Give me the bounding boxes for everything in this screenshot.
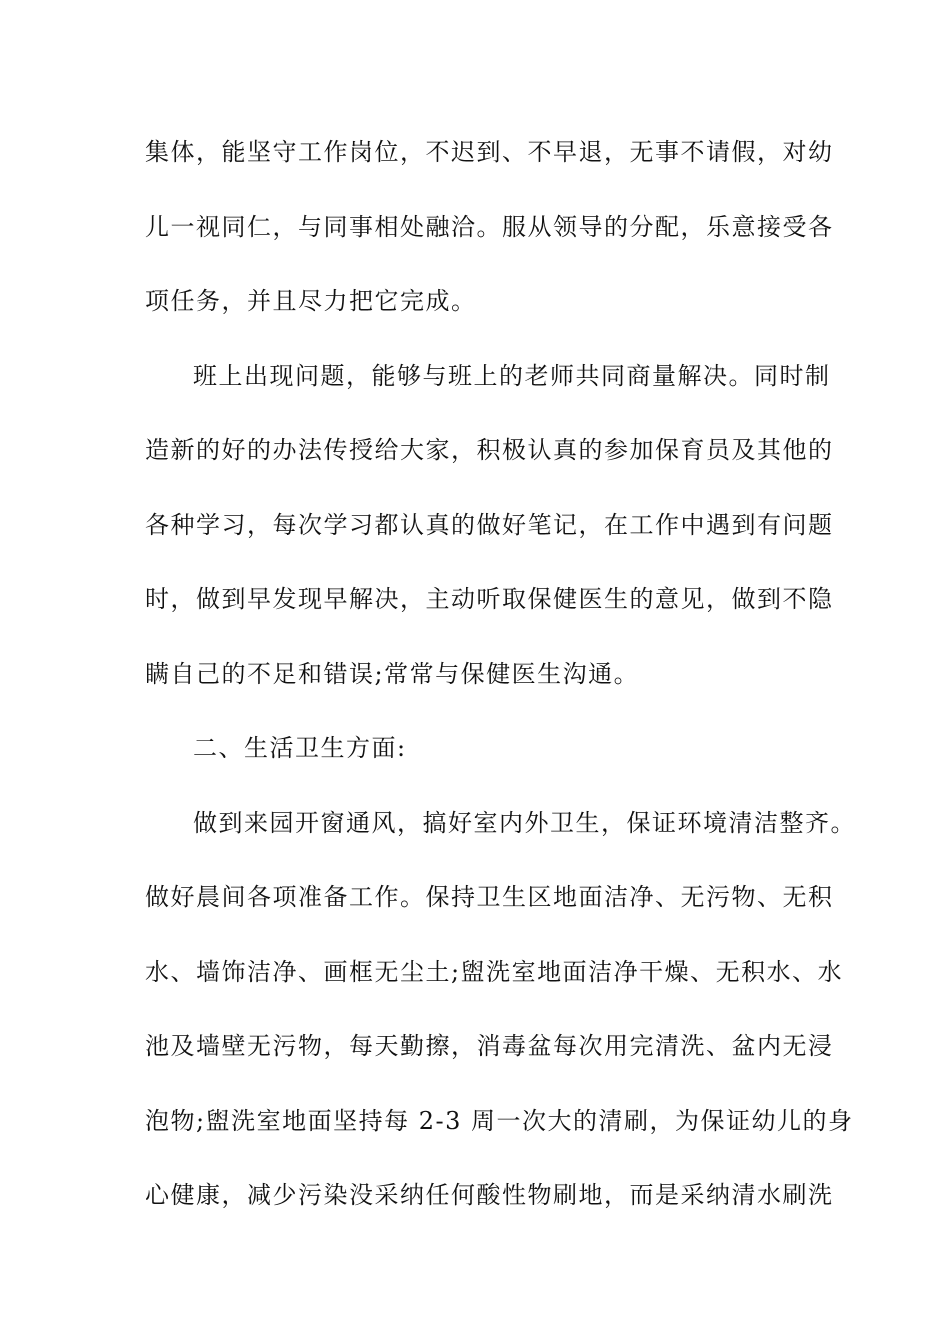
section-heading: 二、生活卫生方面: xyxy=(193,734,407,762)
text-line: 时，做到早发现早解决，主动听取保健医生的意见，做到不隐 xyxy=(145,585,834,613)
text-line: 项任务，并且尽力把它完成。 xyxy=(145,287,477,315)
text-line: 儿一视同仁，与同事相处融洽。服从领导的分配，乐意接受各 xyxy=(145,213,834,241)
text-line: 瞒自己的不足和错误;常常与保健医生沟通。 xyxy=(145,660,640,688)
text-line: 做好晨间各项准备工作。保持卫生区地面洁净、无污物、无积 xyxy=(145,883,834,911)
text-line: 池及墙壁无污物，每天勤擦，消毒盆每次用完清洗、盆内无浸 xyxy=(145,1032,834,1060)
paragraph-start-line: 班上出现问题，能够与班上的老师共同商量解决。同时制 xyxy=(193,362,831,390)
text-line: 心健康，减少污染没采纳任何酸性物刷地，而是采纳清水刷洗 xyxy=(145,1181,834,1209)
text-line: 造新的好的办法传授给大家，积极认真的参加保育员及其他的 xyxy=(145,436,834,464)
text-line: 各种学习，每次学习都认真的做好笔记，在工作中遇到有问题 xyxy=(145,511,834,539)
text-line: 泡物;盥洗室地面坚持每 2-3 周一次大的清刷，为保证幼儿的身 xyxy=(145,1107,854,1135)
text-line: 集体，能坚守工作岗位，不迟到、不早退，无事不请假，对幼 xyxy=(145,138,834,166)
paragraph-start-line: 做到来园开窗通风，搞好室内外卫生，保证环境清洁整齐。 xyxy=(193,809,856,837)
text-line: 水、墙饰洁净、画框无尘土;盥洗室地面洁净干燥、无积水、水 xyxy=(145,958,844,986)
